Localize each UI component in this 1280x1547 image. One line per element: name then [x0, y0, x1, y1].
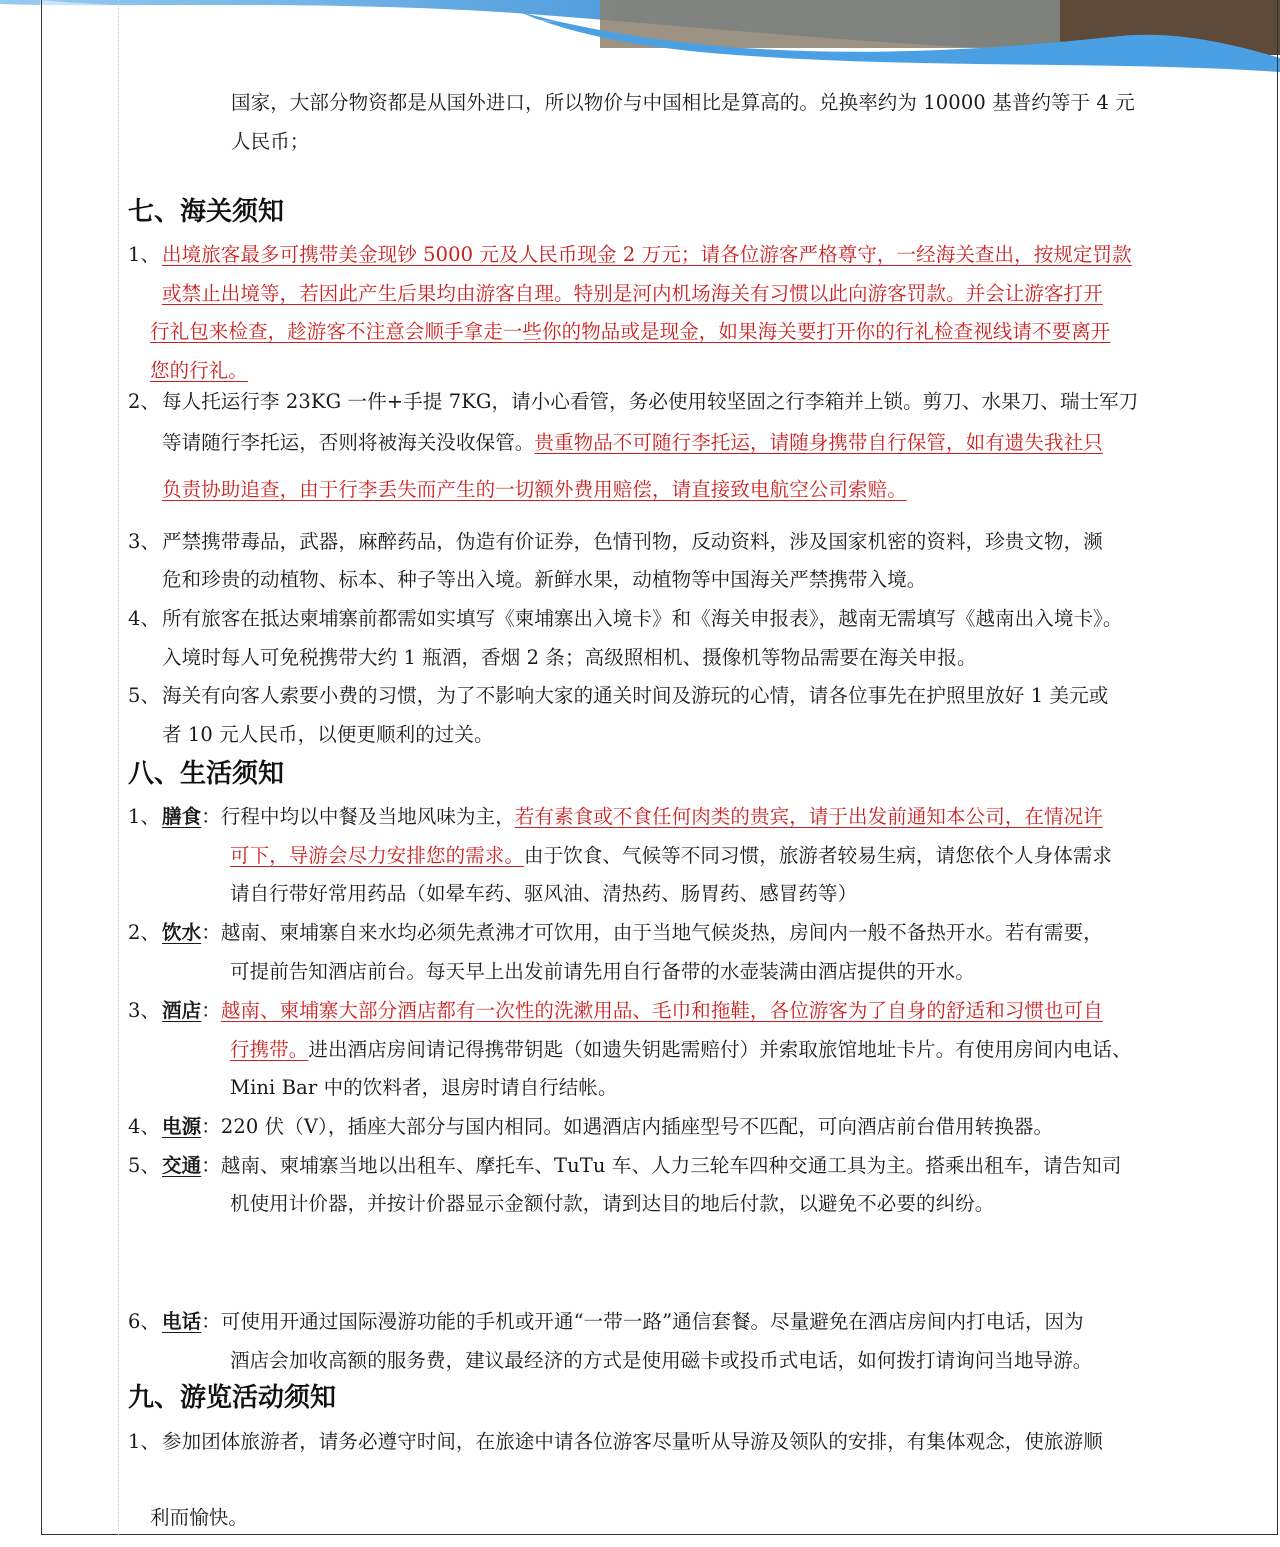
s8-item3-line2: 行携带。进出酒店房间请记得携带钥匙（如遗失钥匙需赔付）并索取旅馆地址卡片。有使用房间内电话、	[230, 1038, 1132, 1061]
s7-item2-line3: 负责协助追查，由于行李丢失而产生的一切额外费用赔偿，请直接致电航空公司索赔。	[162, 478, 907, 501]
s8-item1-line1: 膳食：行程中均以中餐及当地风味为主，若有素食或不食任何肉类的贵宾，请于出发前通知本公司，在情况许	[162, 805, 1103, 828]
s7-item2-line2	[162, 431, 1103, 455]
s8-item2-line2: 可提前告知酒店前台。每天早上出发前请先用自行备带的水壶装满由酒店提供的开水。	[230, 960, 975, 983]
section-9-title: 九、游览活动须知	[128, 1383, 337, 1413]
s8-item6-label: 电话	[162, 1310, 202, 1333]
s8-item3-line1: 酒店：越南、柬埔寨大部分酒店都有一次性的洗漱用品、毛巾和拖鞋，各位游客为了自身的舒适和习惯也可自	[162, 999, 1103, 1022]
section-7-title: 七、海关须知	[128, 197, 285, 227]
s8-item2-label: 饮水	[162, 921, 202, 944]
s9-item1-line2: 利而愉快。	[150, 1506, 249, 1529]
s7-item2-line1: 每人托运行李 23KG 一件+手提 7KG，请小心看管，务必使用较坚固之行李箱并上锁。剪刀、水果刀、瑞士军刀	[162, 390, 1139, 413]
s7-item3-number: 3、	[128, 530, 161, 553]
s7-item5-line2: 者 10 元人民币，以便更顺利的过关。	[162, 723, 494, 746]
intro-line-1: 国家，大部分物资都是从国外进口，所以物价与中国相比是算高的。兑换率约为 10000 基普约等于 4 元	[231, 91, 1135, 114]
s8-item2-number: 2、	[128, 921, 161, 944]
s7-item4-line2: 入境时每人可免税携带大约 1 瓶酒，香烟 2 条；高级照相机、摄像机等物品需要在海关申报。	[162, 646, 977, 669]
s7-item1-line1: 出境旅客最多可携带美金现钞 5000 元及人民币现金 2 万元；请各位游客严格尊守，一经海关查出，按规定罚款	[162, 243, 1132, 266]
s7-item5-line1: 海关有向客人索要小费的习惯，为了不影响大家的通关时间及游玩的心情，请各位事先在护照里放好 1 美元或	[162, 684, 1109, 707]
s7-item2-line2-red: 贵重物品不可随行李托运，请随身携带自行保管，如有遗失我社只	[534, 431, 1103, 454]
s7-item3-line2: 危和珍贵的动植物、标本、种子等出入境。新鲜水果，动植物等中国海关严禁携带入境。	[162, 568, 927, 591]
s8-item6-line2: 酒店会加收高额的服务费，建议最经济的方式是使用磁卡或投币式电话，如何拨打请询问当地导游。	[230, 1349, 1093, 1372]
s8-item1-line2: 可下，导游会尽力安排您的需求。由于饮食、气候等不同习惯，旅游者较易生病，请您依个人身体需求	[230, 844, 1113, 867]
s8-item1-number: 1、	[128, 805, 161, 828]
s7-item1-line4: 您的行礼。	[150, 359, 249, 382]
s7-item3-line1: 严禁携带毒品，武器，麻醉药品，伪造有价证券，色情刊物，反动资料，涉及国家机密的资料，珍贵文物，濒	[162, 530, 1103, 553]
s8-item1-label: 膳食	[162, 805, 202, 828]
s8-item3-number: 3、	[128, 999, 161, 1022]
margin-guide	[118, 0, 119, 1535]
s9-item1-line1: 参加团体旅游者，请务必遵守时间，在旅途中请各位游客尽量听从导游及领队的安排，有集体观念，使旅游顺	[162, 1430, 1103, 1453]
s7-item4-number: 4、	[128, 607, 161, 630]
s8-item1-line3: 请自行带好常用药品（如晕车药、驱风油、清热药、肠胃药、感冒药等）	[230, 882, 858, 905]
s8-item3-label: 酒店	[162, 999, 202, 1022]
s8-item5-line1: 交通：越南、柬埔寨当地以出租车、摩托车、TuTu 车、人力三轮车四种交通工具为主。搭乘出租车，请告知司	[162, 1154, 1122, 1177]
s8-item5-line2: 机使用计价器，并按计价器显示金额付款，请到达目的地后付款，以避免不必要的纠纷。	[230, 1192, 995, 1215]
s8-item6-number: 6、	[128, 1310, 161, 1333]
s9-item1-number: 1、	[128, 1430, 161, 1453]
section-8-title: 八、生活须知	[128, 759, 285, 789]
s7-item2-number: 2、	[128, 390, 161, 413]
s7-item1-line2: 或禁止出境等，若因此产生后果均由游客自理。特别是河内机场海关有习惯以此向游客罚款。并会让游客打开	[162, 282, 1103, 305]
s8-item4-label: 电源	[162, 1115, 202, 1138]
intro-line-2: 人民币；	[231, 130, 310, 153]
s8-item5-number: 5、	[128, 1154, 161, 1177]
s8-item4-number: 4、	[128, 1115, 161, 1138]
s7-item2-line2-plain: 等请随行李托运，否则将被海关没收保管。	[162, 431, 535, 454]
s7-item4-line1: 所有旅客在抵达柬埔寨前都需如实填写《柬埔寨出入境卡》和《海关申报表》，越南无需填写《越南出入境卡》。	[162, 607, 1123, 630]
s7-item5-number: 5、	[128, 684, 161, 707]
s7-item1-number: 1、	[128, 243, 161, 266]
s7-item1-line3: 行礼包来检查，趁游客不注意会顺手拿走一些你的物品或是现金，如果海关要打开你的行礼检查视线请不要离开	[150, 320, 1111, 343]
s8-item5-label: 交通	[162, 1154, 202, 1177]
s8-item3-line3: Mini Bar 中的饮料者，退房时请自行结帐。	[230, 1076, 618, 1099]
s8-item4-line1: 电源：220 伏（V），插座大部分与国内相同。如遇酒店内插座型号不匹配，可向酒店前台借用转换器。	[162, 1115, 1054, 1138]
s8-item2-line1: 饮水：越南、柬埔寨自来水均必须先煮沸才可饮用，由于当地气候炎热，房间内一般不备热开水。若有需要，	[162, 921, 1103, 944]
s8-item6-line1: 电话：可使用开通过国际漫游功能的手机或开通“一带一路”通信套餐。尽量避免在酒店房间内打电话，因为	[162, 1310, 1084, 1333]
